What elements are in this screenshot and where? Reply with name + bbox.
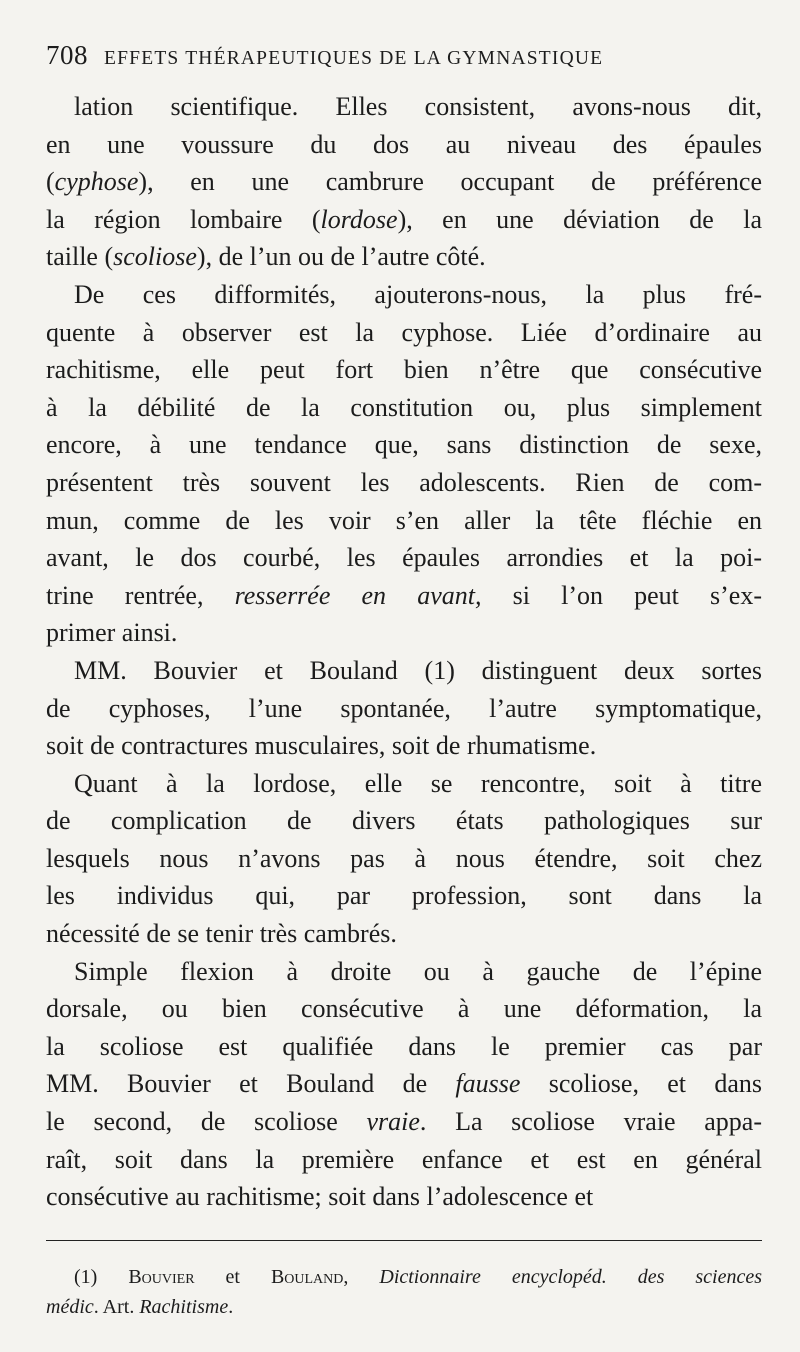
text-run: primer ainsi. xyxy=(46,618,178,648)
text-line xyxy=(46,990,762,1028)
text-run: ), en une cambrure occupant de préférence xyxy=(138,167,762,197)
text-run: nécessité de se tenir très cambrés. xyxy=(46,919,397,949)
text-run: en une voussure du dos au niveau des épaules xyxy=(46,129,762,159)
text-line xyxy=(46,238,762,276)
text-run: . La scoliose vraie appa- xyxy=(419,1107,763,1137)
footnote xyxy=(46,1262,762,1322)
italic-run: cyphose xyxy=(54,167,139,197)
text-run: . xyxy=(228,1296,234,1318)
text-run: trine rentrée, xyxy=(46,580,235,610)
text-line xyxy=(46,163,762,201)
small-caps-run: Bouvier xyxy=(128,1266,195,1288)
text-run: présentent très souvent les adolescents. Rien de com- xyxy=(46,467,762,497)
text-run: MM. Bouvier et Bouland de xyxy=(46,1069,456,1099)
text-line xyxy=(46,314,762,352)
text-run: quente à observer est la cyphose. Liée d’ordinaire au xyxy=(46,317,762,347)
running-title: EFFETS THÉRAPEUTIQUES DE LA GYMNASTIQUE xyxy=(104,48,604,69)
text-line xyxy=(46,1065,762,1103)
text-run: (1) xyxy=(74,1266,129,1288)
italic-run: médic xyxy=(46,1296,94,1318)
text-line xyxy=(46,802,762,840)
text-run: Quant à la lordose, elle se rencontre, soit à titre xyxy=(74,768,762,798)
text-line xyxy=(46,1028,762,1066)
text-run: MM. Bouvier et Bouland (1) distinguent deux sortes xyxy=(74,655,762,685)
text-run: mun, comme de les voir s’en aller la tête fléchie en xyxy=(46,505,762,535)
text-line xyxy=(46,426,762,464)
body-text xyxy=(46,88,762,1216)
text-run: soit de contractures musculaires, soit de rhumatisme. xyxy=(46,731,597,761)
text-line xyxy=(46,765,762,803)
text-run: la scoliose est qualifiée dans le premier cas par xyxy=(46,1031,762,1061)
text-run: à la débilité de la constitution ou, plus simplement xyxy=(46,392,762,422)
text-run: ( xyxy=(46,167,55,197)
italic-run: fausse xyxy=(455,1069,521,1099)
text-line xyxy=(46,201,762,239)
text-line xyxy=(46,389,762,427)
text-line xyxy=(46,351,762,389)
text-line xyxy=(46,614,762,652)
text-run: raît, soit dans la première enfance et est en général xyxy=(46,1144,762,1174)
text-run: ), de l’un ou de l’autre côté. xyxy=(196,242,486,272)
text-line xyxy=(46,1178,762,1216)
text-line xyxy=(46,276,762,314)
text-line xyxy=(46,464,762,502)
text-run: si l’on peut s’ex- xyxy=(481,580,762,610)
text-line xyxy=(46,126,762,164)
text-run: scoliose, et dans xyxy=(520,1069,762,1099)
text-line xyxy=(46,502,762,540)
text-run: , xyxy=(343,1266,380,1288)
text-run: de complication de divers états pathologiques sur xyxy=(46,806,762,836)
italic-run: Dictionnaire encyclopéd. des sciences xyxy=(379,1266,763,1288)
footnote-line xyxy=(46,1292,762,1322)
italic-run: vraie xyxy=(366,1107,420,1137)
text-run: ), en une déviation de la xyxy=(397,204,762,234)
text-run: Simple flexion à droite ou à gauche de l’épine xyxy=(74,956,762,986)
text-run: avant, le dos courbé, les épaules arrondies et la poi- xyxy=(46,543,762,573)
text-line xyxy=(46,877,762,915)
paragraph xyxy=(46,953,762,1216)
text-run: la région lombaire ( xyxy=(46,204,321,234)
page-header xyxy=(46,40,766,80)
text-run: De ces difformités, ajouterons-nous, la plus fré- xyxy=(74,279,762,309)
paragraph xyxy=(46,88,762,276)
text-run: lation scientifique. Elles consistent, avons-nous dit, xyxy=(74,92,762,121)
text-line xyxy=(46,539,762,577)
text-line xyxy=(46,652,762,690)
text-line xyxy=(46,1103,762,1141)
paragraph xyxy=(46,276,762,652)
text-run: le second, de scoliose xyxy=(46,1107,367,1137)
paragraph xyxy=(46,765,762,953)
text-run: les individus qui, par profession, sont dans la xyxy=(46,881,762,911)
page-number: 708 xyxy=(46,40,88,70)
footnote-line xyxy=(46,1262,762,1292)
text-run: . Art. xyxy=(93,1296,140,1318)
text-line xyxy=(46,953,762,991)
paragraph xyxy=(46,652,762,765)
text-run: dorsale, ou bien consécutive à une déformation, la xyxy=(46,994,762,1024)
small-caps-run: Bouland xyxy=(270,1266,344,1288)
text-line xyxy=(46,690,762,728)
text-line xyxy=(46,840,762,878)
text-run: et xyxy=(194,1266,271,1288)
text-run: lesquels nous n’avons pas à nous étendre, soit chez xyxy=(46,843,762,873)
text-run: de cyphoses, l’une spontanée, l’autre symptomatique, xyxy=(46,693,762,723)
text-line xyxy=(46,577,762,615)
text-line xyxy=(46,1141,762,1179)
italic-run: resserrée en avant, xyxy=(234,580,482,610)
text-run: taille ( xyxy=(46,242,114,272)
italic-run: Rachitisme xyxy=(139,1296,229,1318)
text-run: consécutive au rachitisme; soit dans l’adolescence et xyxy=(46,1182,594,1212)
italic-run: scoliose xyxy=(113,242,197,272)
text-run: encore, à une tendance que, sans distinction de sexe, xyxy=(46,430,762,460)
text-line xyxy=(46,88,762,126)
italic-run: lordose xyxy=(320,204,398,234)
text-run: rachitisme, elle peut fort bien n’être que consécutive xyxy=(46,355,762,385)
footnote-rule xyxy=(46,1240,762,1241)
text-line xyxy=(46,727,762,765)
text-line xyxy=(46,915,762,953)
